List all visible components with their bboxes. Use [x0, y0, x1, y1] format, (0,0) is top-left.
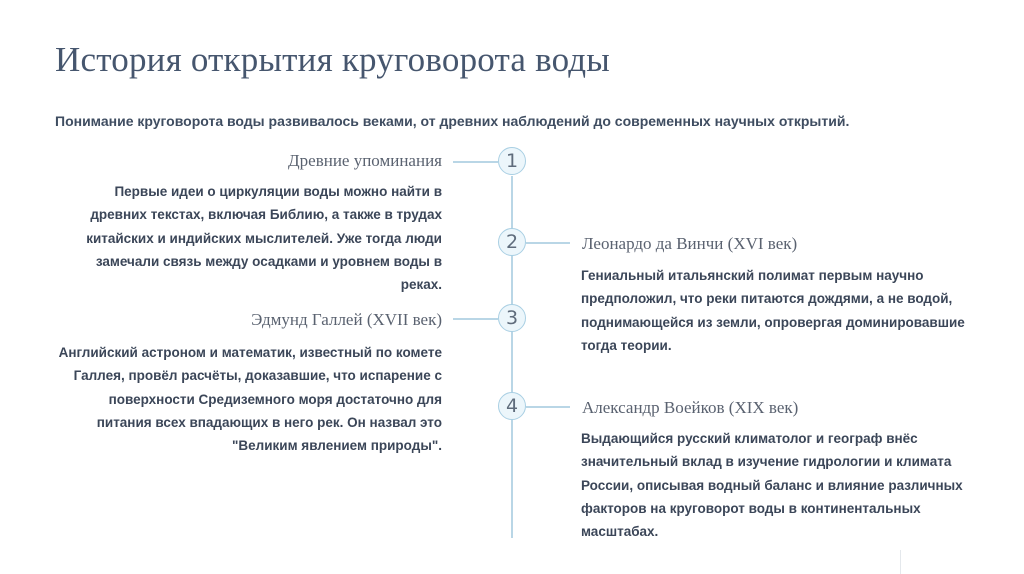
- timeline-node-2: 2: [498, 228, 526, 256]
- timeline-text-1: Первые идеи о циркуляции воды можно найти в древних текстах, включая Библию, а также в трудах китайских и индийских мыслителей. Уже тогда люди замечали связь между осадками и уровнем воды в реках.: [86, 184, 442, 293]
- timeline-heading-2: Леонардо да Винчи (XVI век): [582, 234, 798, 253]
- page-title: История открытия круговорота воды: [55, 40, 611, 79]
- page-subtitle: Понимание круговорота воды развивалось веками, от древних наблюдений до современных научных открытий.: [55, 113, 850, 129]
- timeline-connector-4: [526, 406, 570, 408]
- timeline-text-4: Выдающийся русский климатолог и географ внёс значительный вклад в изучение гидрологии и климата России, описывая водный баланс и влияние различных факторов на круговорот воды в континентальных масштабах.: [581, 431, 963, 540]
- timeline-node-4: 4: [498, 392, 526, 420]
- timeline-text-3: Английский астроном и математик, известный по комете Галлея, провёл расчёты, доказавшие, что испарение с поверхности Средиземного моря достаточно для питания всех впадающих в него рек. Он назвал это "Великим явлением природы".: [58, 345, 442, 454]
- timeline-heading-1: Древние упоминания: [288, 151, 442, 170]
- timeline-connector-2: [526, 242, 570, 244]
- corner-divider: [900, 550, 901, 574]
- timeline-connector-3: [453, 318, 498, 320]
- timeline-heading-4: Александр Воейков (XIX век): [582, 398, 799, 417]
- timeline-heading-3: Эдмунд Галлей (XVII век): [251, 310, 442, 329]
- timeline-text-2: Гениальный итальянский полимат первым научно предположил, что реки питаются дождями, а не водой, поднимающейся из земли, опровергая доминировавшие тогда теории.: [581, 268, 965, 353]
- timeline-connector-1: [453, 161, 498, 163]
- timeline-node-1: 1: [498, 147, 526, 175]
- timeline-node-3: 3: [498, 304, 526, 332]
